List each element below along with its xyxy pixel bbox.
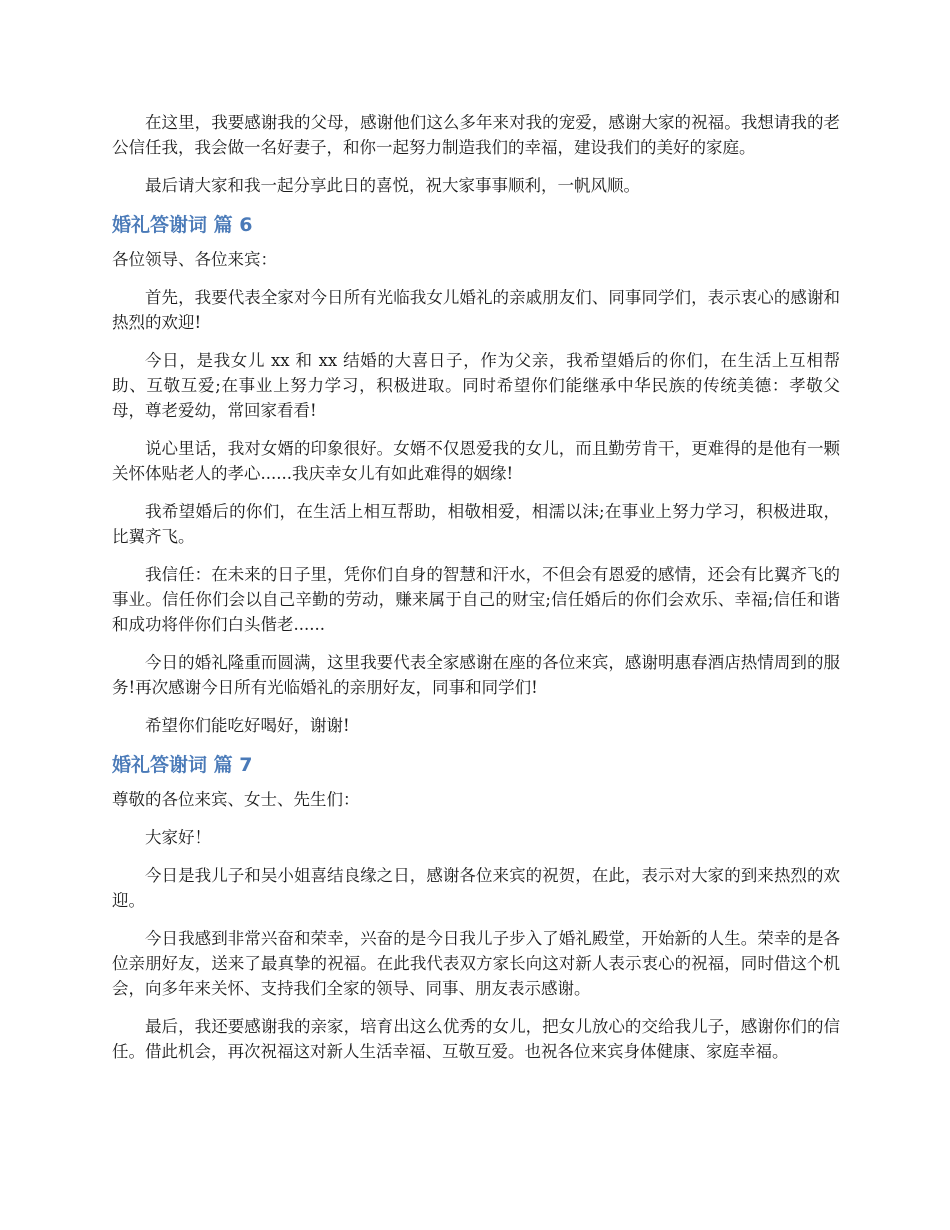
paragraph: 今日是我儿子和吴小姐喜结良缘之日，感谢各位来宾的祝贺，在此，表示对大家的到来热烈的欢迎。 [112,866,840,910]
paragraph: 今日的婚礼隆重而圆满，这里我要代表全家感谢在座的各位来宾，感谢明惠春酒店热情周到的服务!再次感谢今日所有光临婚礼的亲朋好友，同事和同学们! [112,653,840,697]
paragraph: 在这里，我要感谢我的父母，感谢他们这么多年来对我的宠爱，感谢大家的祝福。我想请我的老公信任我，我会做一名好妻子，和你一起努力制造我们的幸福，建设我们的美好的家庭。 [112,113,840,157]
salutation: 尊敬的各位来宾、女士、先生们： [112,790,360,809]
paragraph: 最后，我还要感谢我的亲家，培育出这么优秀的女儿，把女儿放心的交给我儿子，感谢你们的信任。借此机会，再次祝福这对新人生活幸福、互敬互爱。也祝各位来宾身体健康、家庭幸福。 [112,1017,840,1061]
paragraph: 我希望婚后的你们，在生活上相互帮助，相敬相爱，相濡以沫;在事业上努力学习，积极进取，比翼齐飞。 [112,502,840,546]
salutation: 各位领导、各位来宾： [112,250,277,269]
paragraph: 大家好！ [145,828,211,847]
paragraph: 今日，是我女儿 xx 和 xx 结婚的大喜日子，作为父亲，我希望婚后的你们，在生活上互相帮助、互敬互爱;在事业上努力学习，积极进取。同时希望你们能继承中华民族的传统美德：孝敬父母，尊老爱幼，常回家看看! [112,351,840,420]
section-heading: 婚礼答谢词 篇 6 [112,214,253,236]
paragraph: 今日我感到非常兴奋和荣幸，兴奋的是今日我儿子步入了婚礼殿堂，开始新的人生。荣幸的是各位亲朋好友，送来了最真挚的祝福。在此我代表双方家长向这对新人表示衷心的祝福，同时借这个机会，向多年来关怀、支持我们全家的领导、同事、朋友表示感谢。 [112,929,840,998]
paragraph: 说心里话，我对女婿的印象很好。女婿不仅恩爱我的女儿，而且勤劳肯干，更难得的是他有一颗关怀体贴老人的孝心......我庆幸女儿有如此难得的姻缘! [112,439,840,483]
section-heading: 婚礼答谢词 篇 7 [112,754,253,776]
document-page [112,110,840,1077]
paragraph: 我信任：在未来的日子里，凭你们自身的智慧和汗水，不但会有恩爱的感情，还会有比翼齐飞的事业。信任你们会以自己辛勤的劳动，赚来属于自己的财宝;信任婚后的你们会欢乐、幸福;信任和谐和成功将伴你们白头偕老...... [112,565,840,634]
paragraph: 最后请大家和我一起分享此日的喜悦，祝大家事事顺利，一帆风顺。 [145,176,640,195]
paragraph: 首先，我要代表全家对今日所有光临我女儿婚礼的亲戚朋友们、同事同学们，表示衷心的感谢和热烈的欢迎! [112,288,840,332]
paragraph: 希望你们能吃好喝好，谢谢! [145,716,350,735]
